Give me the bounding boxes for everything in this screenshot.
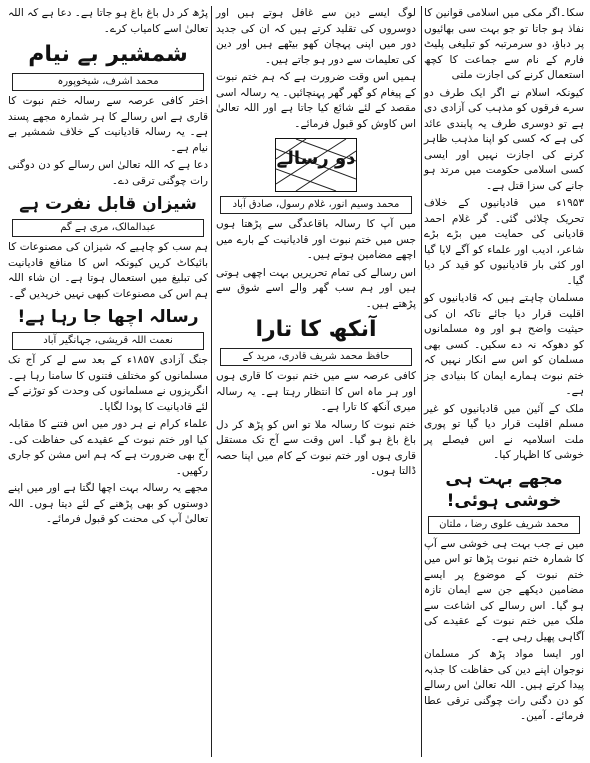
- headline-shezan: شیزان قابل نفرت ہے: [19, 194, 197, 214]
- paragraph: میں آپ کا رسالہ باقاعدگی سے پڑھتا ہوں جس میں ختم نبوت اور قادیانیت کے بارے میں اچھے مضامین ہوتے ہیں۔: [216, 218, 416, 261]
- column-divider: [211, 6, 212, 757]
- logo-title: دو رسالے: [276, 148, 356, 169]
- paragraph: مسلمان چاہتے ہیں کہ قادیانیوں کو اقلیت قرار دیا جائے تاکہ ان کی حیثیت واضح ہو اور وہ مسلمانوں کو دھوکہ نہ دے سکیں۔ کسی بھی مسلمان کو اس سے انکار نہیں کہ ختم نبوت ہمارے ایمان کا بنیادی جز ہے۔: [424, 292, 584, 397]
- byline: حافظ محمد شریف قادری، مرید کے: [220, 348, 412, 366]
- paragraph: دعا ہے کہ اللہ تعالیٰ اس رسالے کو دن دوگنی رات چوگنی ترقی دے۔: [8, 159, 208, 187]
- section-logo: [275, 138, 357, 192]
- paragraph: علماء کرام نے ہر دور میں اس فتنے کا مقابلہ کیا اور ختم نبوت کے عقیدے کی حفاظت کی۔ آج بھی ضرورت ہے کہ ہم اس مشن کو جاری رکھیں۔: [8, 418, 208, 477]
- paragraph: اس رسالے کی تمام تحریریں بہت اچھی ہوتی ہیں اور ہم سب گھر والے اسے شوق سے پڑھتے ہیں۔: [216, 266, 416, 310]
- headline-apple-of-eye: آنکھ کا تارا: [255, 317, 377, 342]
- paragraph: کافی عرصہ سے میں ختم نبوت کا قاری ہوں اور ہر ماہ اس کا انتظار رہتا ہے۔ یہ رسالہ میری آنکھ کا تارا ہے۔: [216, 370, 416, 413]
- paragraph: ۱۹۵۳ء میں قادیانیوں کے خلاف تحریک چلائی گئی۔ گر غلام احمد قادیانی کی حمایت میں بڑے بڑے شاعر، ادیب اور علماء کو آگے لایا گیا اور کئی بار قادیانیوں کو قید کر دیا گیا۔: [424, 197, 584, 287]
- paragraph: اور ایسا مواد پڑھ کر مسلمان نوجوان اپنے دین کی حفاظت کا جذبہ پیدا کرتے ہیں۔ اللہ تعالیٰ اس رسالے کو دن دگنی رات چوگنی ترقی عطا فرمائے۔ آمین۔: [424, 648, 584, 722]
- paragraph: ملک کے آئین میں قادیانیوں کو غیر مسلم اقلیت قرار دیا گیا تو پوری ملت اسلامیہ نے اس فیصلے پر خوشی کا اظہار کیا۔: [424, 402, 584, 461]
- paragraph: سکا۔اگر مکی میں اسلامی قوانین کا نفاذ ہو جاتا تو جو بہت سی بھائیوں پر دباؤ، دو سرمرتبہ کو تبلیغی پلیٹ فارم کے نام سے جماعت کا کچھ استعمال کرنے کی اجازت ملتی: [424, 7, 584, 81]
- column-right: [424, 6, 584, 757]
- column-left: [8, 6, 208, 757]
- paragraph: جنگ آزادی ۱۸۵۷ء کے بعد سے لے کر آج تک مسلمانوں کو مختلف فتنوں کا سامنا رہا ہے۔ انگریزوں نے مسلمانوں کی وحدت کو توڑنے کے لئے قادیانیت کا پودا لگایا۔: [8, 354, 208, 413]
- paragraph: پڑھ کر دل باغ باغ ہو جاتا ہے۔ دعا ہے کہ اللہ تعالیٰ اسے کامیاب کرے۔: [8, 7, 208, 35]
- headline-sword: شمشیر بے نیام: [28, 42, 188, 67]
- paragraph: ہمیں اس وقت ضرورت ہے کہ ہم ختم نبوت کے پیغام کو گھر گھر پہنچائیں۔ یہ رسالہ اسی مقصد کے لئے شائع کیا جاتا ہے اور اللہ تعالیٰ اس کاوش کو قبول فرمائے۔: [216, 71, 416, 130]
- paragraph: مجھے یہ رسالہ بہت اچھا لگتا ہے اور میں اپنے دوستوں کو بھی پڑھنے کے لئے دیتا ہوں۔ اللہ تعالیٰ آپ کی محنت کو قبول فرمائے۔: [8, 482, 208, 525]
- byline: عبدالمالک، مری ہے گم: [12, 219, 204, 237]
- column-divider: [421, 6, 422, 757]
- byline: محمد اشرف، شیخوپورہ: [12, 73, 204, 91]
- paragraph: لوگ ایسے دین سے غافل ہوتے ہیں اور دوسروں کی تقلید کرتے ہیں کہ ان کی جدید دور میں اپنی پہچان کھو بیٹھے ہیں اور دین کی تعلیمات سے دور ہو جاتے ہیں۔: [216, 7, 416, 66]
- headline-happy: مجھے بہت ہی خوشی ہوئی!: [445, 468, 563, 511]
- paragraph: ختم نبوت کا رسالہ ملا تو اس کو پڑھ کر دل باغ باغ ہو گیا۔ اس وقت سے آج تک مستقل قاری ہوں اور ختم نبوت کے کام میں اپنا حصہ ڈالتا ہوں۔: [216, 418, 416, 477]
- paragraph: میں نے جب بہت ہی خوشی سے آپ کا شمارہ ختم نبوت پڑھا تو اس میں ختم نبوت کے موضوع پر ایسے مضامین دیکھے جن سے ایمان تازہ ہو گیا۔ اس رسالے کی اشاعت سے ملک میں ختم نبوت کے عقیدے کی آگاہی پھیل رہی ہے۔: [424, 537, 584, 643]
- byline: محمد وسیم انور، غلام رسول، صادق آباد: [220, 196, 412, 214]
- byline: محمد شریف علوی رضا ، ملتان: [428, 516, 580, 534]
- headline-magazine-good: رسالہ اچھا جا رہا ہے!: [17, 307, 199, 327]
- column-middle: [216, 6, 416, 757]
- paragraph: کیونکہ اسلام نے اگر ایک طرف دو سرے فرقوں کو مذہب کی آزادی دی ہے تو دوسری طرف یہ پابندی عائد کی ہے کہ کسی کو اپنا مذہب ظاہر کرنے کی اجازت نہیں اور ایسی کسی اسلامی حکومت میں مرتد ہو جانے کی سزا قتل ہے۔: [424, 86, 584, 192]
- paragraph: اختر کافی عرصہ سے رسالہ ختم نبوت کا قاری ہے اس رسالے کا ہر شمارہ مجھے پسند ہے۔ یہ رسالہ قادیانیت کے خلاف شمشیر بے نیام ہے۔: [8, 95, 208, 154]
- byline: نعمت اللہ قریشی، جہانگیر آباد: [12, 332, 204, 350]
- paragraph: ہم سب کو چاہیے کہ شیزان کی مصنوعات کا بائیکاٹ کریں کیونکہ اس کا منافع قادیانیت کی تبلیغ میں استعمال ہوتا ہے۔ ان شاء اللہ ہم اس کی مصنوعات کبھی نہیں خریدیں گے۔: [8, 241, 208, 300]
